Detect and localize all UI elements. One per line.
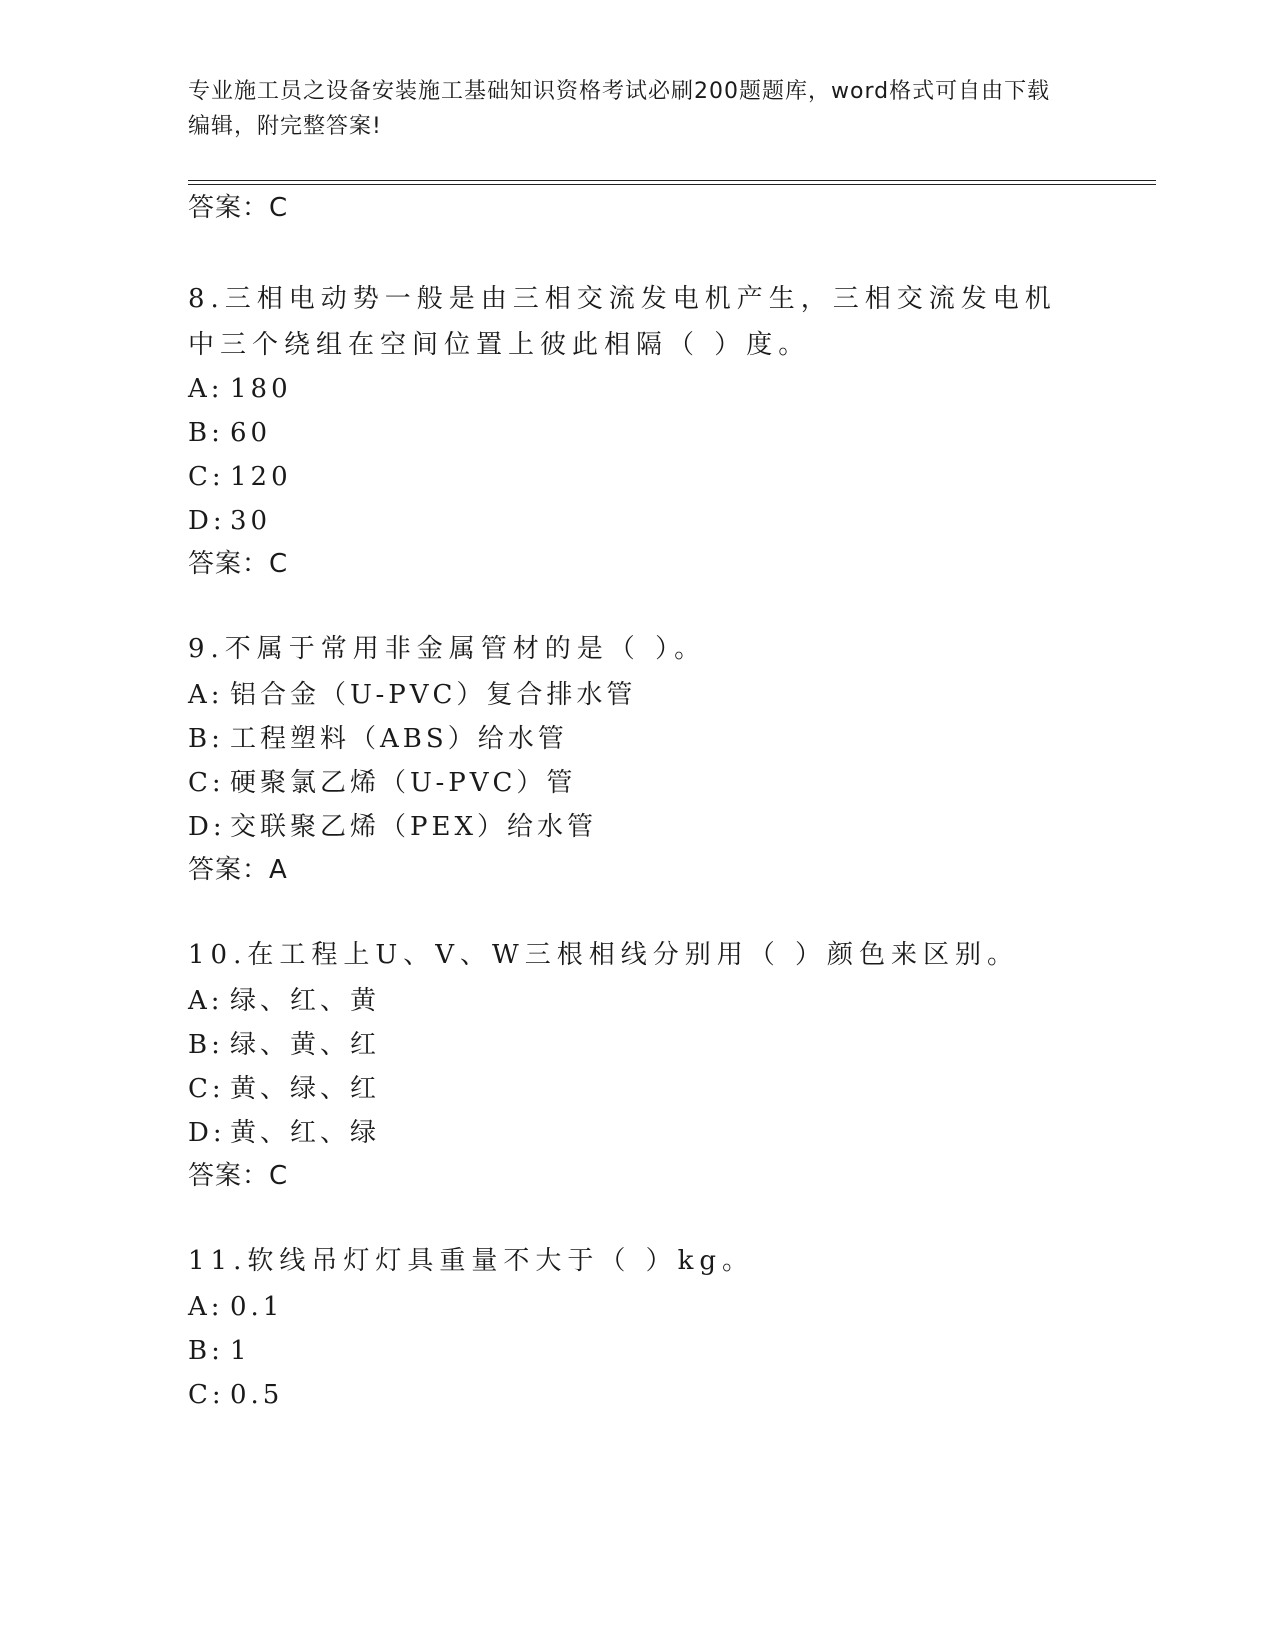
question-10-answer: 答案：C [188, 1161, 289, 1191]
option-key: D: [188, 506, 226, 536]
option-text: 工程塑料（ABS）给水管 [230, 724, 568, 754]
question-9-answer: 答案：A [188, 855, 288, 885]
question-10-option-d [188, 1110, 1088, 1156]
option-key: A: [188, 680, 224, 710]
answer-line: 答案：C [188, 193, 289, 223]
question-9-option-d [188, 804, 1088, 850]
option-key: A: [188, 1292, 224, 1322]
option-key: A: [188, 986, 224, 1016]
page-header: 专业施工员之设备安装施工基础知识资格考试必刷200题题库，word格式可自由下载编辑，附完整答案! [188, 79, 1051, 139]
option-key: C: [188, 462, 225, 492]
question-9-option-b [188, 716, 1088, 762]
option-key: C: [188, 768, 225, 798]
option-key: D: [188, 1118, 226, 1148]
option-key: C: [188, 1074, 225, 1104]
option-key: B: [188, 724, 224, 754]
question-9-option-c [188, 760, 1088, 806]
option-text: 120 [230, 462, 292, 492]
option-text: 黄、红、绿 [230, 1118, 381, 1148]
option-key: B: [188, 1030, 224, 1060]
option-text: 绿、黄、红 [230, 1030, 381, 1060]
option-key: B: [188, 1336, 224, 1366]
question-10-option-b [188, 1022, 1088, 1068]
question-8-option-d [188, 498, 1088, 544]
option-key: A: [188, 374, 224, 404]
option-key: B: [188, 418, 224, 448]
option-text: 60 [230, 418, 272, 448]
question-8-option-c [188, 454, 1088, 500]
option-text: 硬聚氯乙烯（U-PVC）管 [230, 768, 577, 798]
question-10-stem: 10.在工程上U、V、W三根相线分别用（ ）颜色来区别。 [188, 940, 1020, 970]
option-text: 30 [230, 506, 272, 536]
question-8-option-a [188, 366, 1088, 412]
option-text: 0.1 [230, 1292, 284, 1322]
option-key: C: [188, 1380, 225, 1410]
option-text: 180 [230, 374, 292, 404]
option-text: 绿、红、黄 [230, 986, 381, 1016]
question-11-stem: 11.软线吊灯灯具重量不大于（ ）kg。 [188, 1246, 755, 1276]
option-text: 铝合金（U-PVC）复合排水管 [230, 680, 637, 710]
option-key: D: [188, 812, 226, 842]
question-8-stem: 8.三相电动势一般是由三相交流发电机产生，三相交流发电机中三个绕组在空间位置上彼此相隔（ ）度。 [188, 284, 1057, 360]
option-text: 黄、绿、红 [230, 1074, 381, 1104]
question-8-option-b [188, 410, 1088, 456]
question-10-option-a [188, 978, 1088, 1024]
question-11-option-b [188, 1328, 1088, 1374]
option-text: 0.5 [230, 1380, 284, 1410]
question-11-option-c [188, 1372, 1088, 1418]
question-11-option-a [188, 1284, 1088, 1330]
header-divider [188, 180, 1156, 185]
question-10-option-c [188, 1066, 1088, 1112]
question-8-answer: 答案：C [188, 549, 289, 579]
question-9-stem: 9.不属于常用非金属管材的是（ ）。 [188, 634, 707, 664]
option-text: 1 [230, 1336, 251, 1366]
option-text: 交联聚乙烯（PEX）给水管 [230, 812, 597, 842]
question-9-option-a [188, 672, 1088, 718]
